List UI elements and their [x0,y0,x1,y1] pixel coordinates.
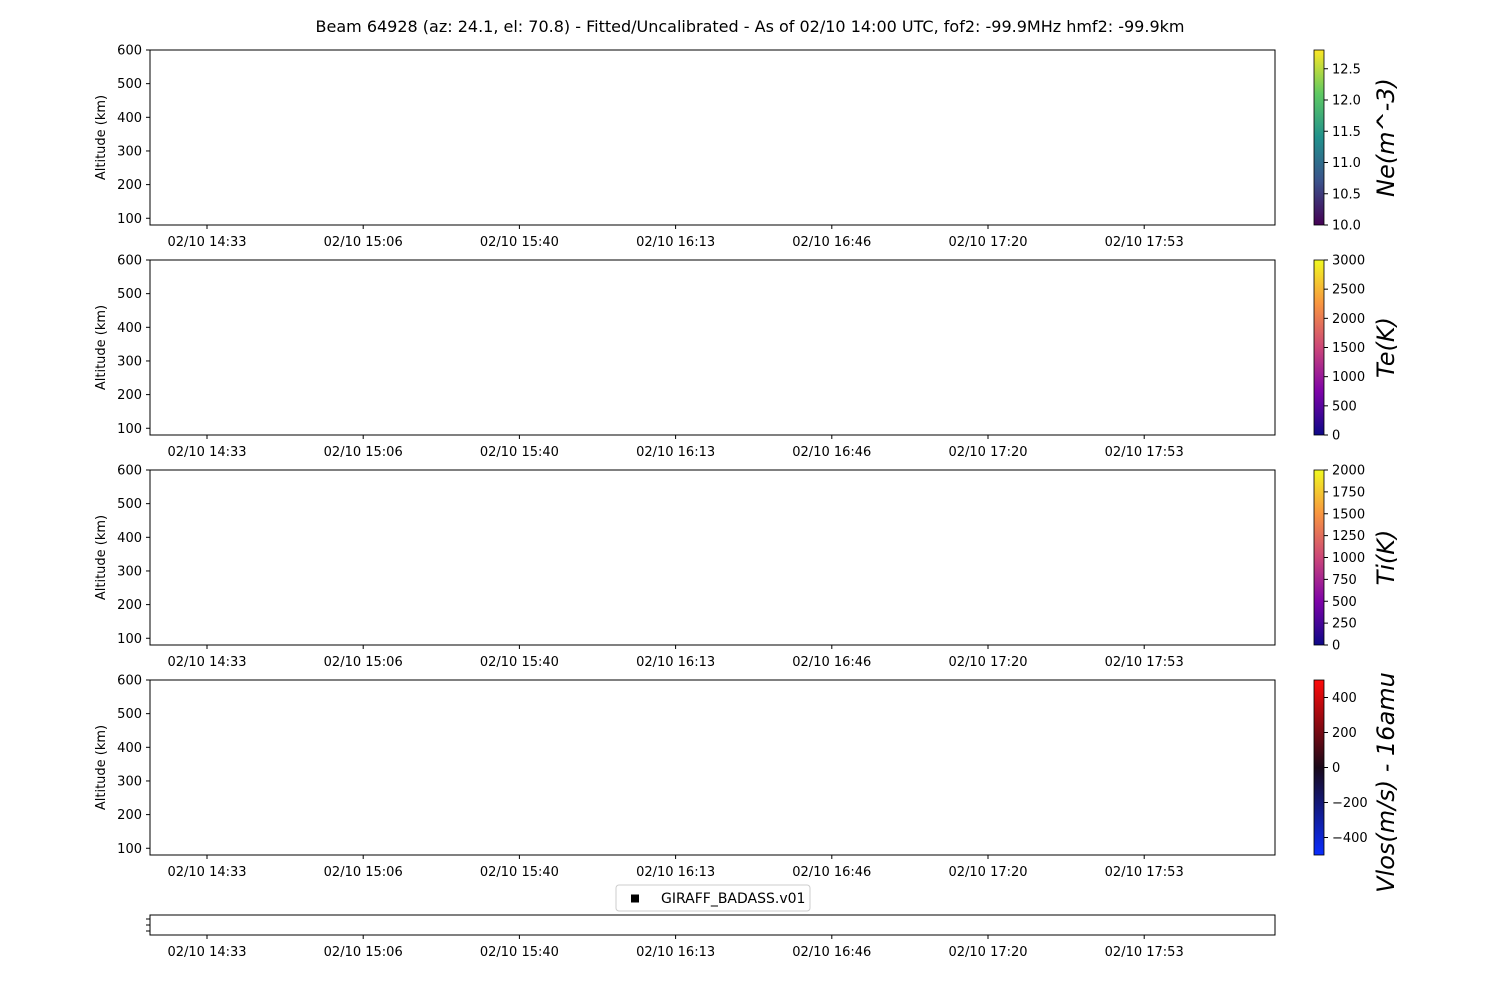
colorbar-tick-label: 0 [1332,638,1341,654]
colorbar-tick-label: 1250 [1332,529,1366,545]
colorbar-tick-label: 10.5 [1332,187,1361,203]
y-axis-label: Altitude (km) [94,514,109,601]
y-tick-label: 500 [117,497,142,513]
x-tick-label: 02/10 15:06 [323,865,403,880]
x-tick-label: 02/10 17:20 [948,235,1028,250]
x-tick-label: 02/10 16:46 [792,945,872,960]
x-tick-label: 02/10 16:46 [792,445,872,460]
panel-4 [94,672,1400,893]
colorbar [1314,680,1324,855]
x-tick-label: 02/10 16:13 [636,655,716,670]
colorbar-tick-label: 250 [1332,616,1357,632]
y-tick-label: 500 [117,77,142,93]
colorbar-tick-label: 1750 [1332,485,1366,501]
y-tick-label: 100 [117,211,142,227]
x-tick-label: 02/10 17:53 [1104,655,1184,670]
x-tick-label: 02/10 17:53 [1104,445,1184,460]
y-tick-label: 500 [117,707,142,723]
x-tick-label: 02/10 14:33 [167,655,247,670]
panel-2 [94,254,1400,461]
colorbar-tick-label: 11.0 [1332,156,1361,171]
x-tick-label: 02/10 14:33 [167,945,247,960]
x-tick-label: 02/10 15:40 [479,445,559,460]
colorbar-tick-label: 1000 [1332,551,1366,566]
x-tick-label: 02/10 15:06 [323,235,403,250]
colorbar-tick-label: 1500 [1332,507,1366,523]
y-tick-label: 100 [117,841,142,857]
x-tick-label: 02/10 16:13 [636,945,716,960]
x-tick-label: 02/10 17:20 [948,445,1028,460]
colorbar-tick-label: 2500 [1332,282,1366,298]
y-tick-label: 200 [117,808,142,824]
x-tick-label: 02/10 15:40 [479,945,559,960]
colorbar-tick-label: 12.0 [1332,93,1361,109]
colorbar-label: Ne(m^-3) [1372,78,1400,197]
x-tick-label: 02/10 15:06 [323,945,403,960]
panel-1 [94,44,1400,251]
legend [616,885,810,911]
x-tick-label: 02/10 16:46 [792,655,872,670]
y-axis-label: Altitude (km) [94,724,109,811]
y-tick-label: 600 [117,253,142,269]
x-tick-label: 02/10 15:06 [323,445,403,460]
plot-area [150,915,1275,935]
colorbar-tick-label: 2000 [1332,311,1366,327]
colorbar-tick-label: 11.5 [1332,124,1361,140]
colorbar-label: Ti(K) [1372,529,1400,586]
colorbar-tick-label: 400 [1332,691,1357,706]
colorbar-label: Vlos(m/s) - 16amu [1372,672,1400,893]
y-axis-label: Altitude (km) [94,94,109,181]
plot-area [150,50,1275,225]
colorbar-tick-label: −200 [1332,796,1368,811]
colorbar [1314,260,1324,435]
y-tick-label: 600 [117,673,142,689]
y-tick-label: 400 [117,320,142,336]
x-tick-label: 02/10 16:46 [792,865,872,880]
x-tick-label: 02/10 16:13 [636,865,716,880]
y-tick-label: 100 [117,631,142,647]
x-tick-label: 02/10 16:46 [792,235,872,250]
x-tick-label: 02/10 14:33 [167,235,247,250]
x-tick-label: 02/10 17:20 [948,865,1028,880]
y-tick-label: 400 [117,530,142,546]
colorbar-tick-label: 3000 [1332,253,1366,269]
y-tick-label: 200 [117,598,142,614]
colorbar-tick-label: 500 [1332,399,1357,415]
colorbar-tick-label: 12.5 [1332,62,1361,78]
colorbar-tick-label: 200 [1332,726,1357,741]
x-tick-label: 02/10 15:06 [323,655,403,670]
x-tick-label: 02/10 15:40 [479,235,559,250]
colorbar [1314,470,1324,645]
y-tick-label: 500 [117,287,142,303]
x-tick-label: 02/10 17:53 [1104,945,1184,960]
y-tick-label: 400 [117,740,142,756]
colorbar-tick-label: 500 [1332,594,1357,610]
x-tick-label: 02/10 17:20 [948,655,1028,670]
colorbar-tick-label: 1500 [1332,341,1366,356]
panel-3 [94,464,1400,671]
legend-marker [631,895,639,903]
panel-5 [146,885,1275,960]
y-axis-label: Altitude (km) [94,304,109,391]
legend-entry-label: GIRAFF_BADASS.v01 [661,891,806,907]
y-tick-label: 200 [117,178,142,194]
plot-area [150,260,1275,435]
x-tick-label: 02/10 17:53 [1104,865,1184,880]
colorbar-tick-label: 10.0 [1332,218,1361,234]
y-tick-label: 300 [117,564,142,580]
colorbar-label: Te(K) [1372,317,1400,378]
x-tick-label: 02/10 17:20 [948,945,1028,960]
colorbar-tick-label: −400 [1332,831,1368,846]
x-tick-label: 02/10 15:40 [479,655,559,670]
y-tick-label: 200 [117,388,142,404]
x-tick-label: 02/10 15:40 [479,865,559,880]
y-tick-label: 300 [117,354,142,370]
y-tick-label: 300 [117,774,142,790]
x-tick-label: 02/10 14:33 [167,445,247,460]
colorbar-tick-label: 2000 [1332,463,1366,479]
colorbar-tick-label: 0 [1332,428,1341,444]
x-tick-label: 02/10 16:13 [636,235,716,250]
colorbar-tick-label: 750 [1332,572,1357,588]
x-tick-label: 02/10 14:33 [167,865,247,880]
y-tick-label: 600 [117,463,142,479]
colorbar-tick-label: 0 [1332,761,1341,776]
x-tick-label: 02/10 16:13 [636,445,716,460]
colorbar [1314,50,1324,225]
y-tick-label: 400 [117,110,142,126]
plot-area [150,680,1275,855]
y-tick-label: 300 [117,144,142,160]
x-tick-label: 02/10 17:53 [1104,235,1184,250]
y-tick-label: 600 [117,43,142,59]
plot-area [150,470,1275,645]
colorbar-tick-label: 1000 [1332,370,1366,386]
y-tick-label: 100 [117,421,142,437]
figure-title: Beam 64928 (az: 24.1, el: 70.8) - Fitted/Uncalibrated - As of 02/10 14:00 UTC, fof2: -99.9MHz hmf2: -99.9km [315,17,1185,36]
